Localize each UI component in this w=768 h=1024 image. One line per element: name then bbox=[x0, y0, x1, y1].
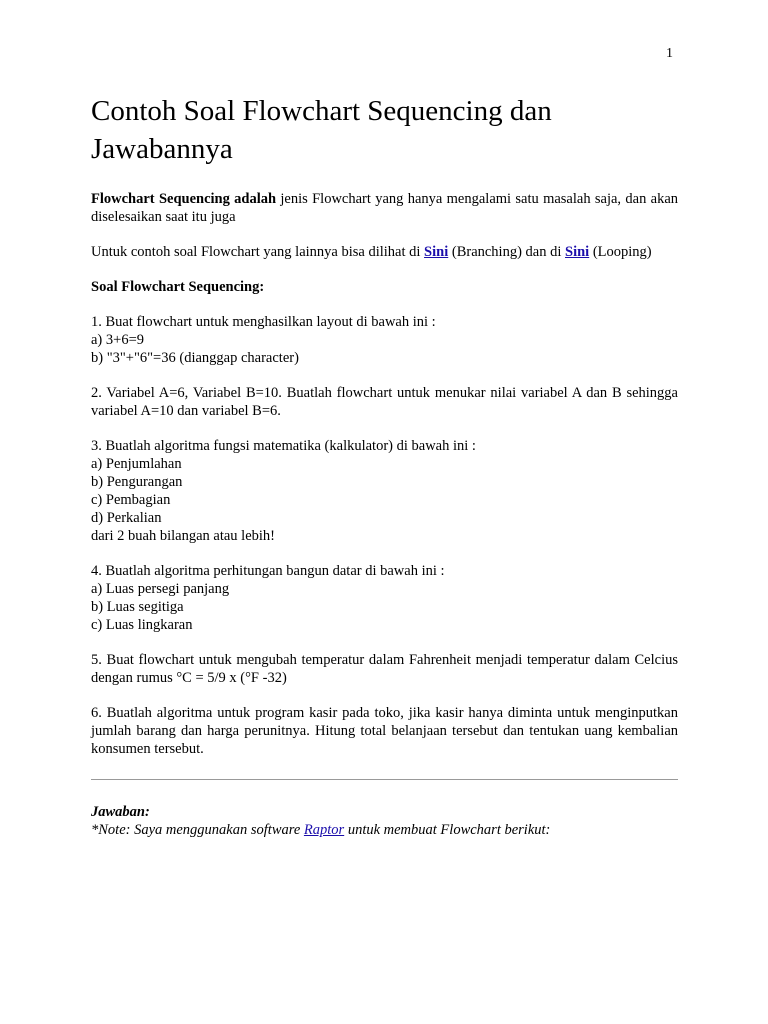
document-body bbox=[91, 92, 678, 856]
intro-paragraph bbox=[91, 190, 678, 226]
question-3-line: c) Pembagian bbox=[91, 492, 171, 508]
other-examples-paragraph bbox=[91, 243, 678, 261]
question-4-line: a) Luas persegi panjang bbox=[91, 581, 230, 597]
question-3-line: d) Perkalian bbox=[91, 510, 162, 526]
question-1 bbox=[91, 313, 678, 367]
question-5: 5. Buat flowchart untuk mengubah temperatur dalam Fahrenheit menjadi temperatur dalam Celcius dengan rumus °C = 5/9 x (°F -32) bbox=[91, 652, 678, 686]
raptor-link[interactable]: Raptor bbox=[303, 822, 345, 838]
section-divider bbox=[91, 779, 678, 780]
section-heading: Soal Flowchart Sequencing: bbox=[91, 279, 265, 295]
question-1-line: b) "3"+"6"=36 (dianggap character) bbox=[91, 350, 299, 366]
question-6: 6. Buatlah algoritma untuk program kasir pada toko, jika kasir hanya diminta untuk menginputkan jumlah barang dan harga perunitnya. Hitung total belanjaan tersebut dan tentukan uang kembalian konsumen tersebut. bbox=[91, 705, 678, 757]
other-examples-text-mid: (Branching) dan di bbox=[448, 244, 566, 260]
answer-label: Jawaban: bbox=[91, 804, 150, 820]
intro-bold: Flowchart Sequencing adalah bbox=[91, 191, 277, 207]
branching-link[interactable]: Sini bbox=[424, 244, 449, 260]
looping-link[interactable]: Sini bbox=[565, 244, 590, 260]
question-4-line: c) Luas lingkaran bbox=[91, 617, 193, 633]
other-examples-text-after: (Looping) bbox=[589, 244, 652, 260]
question-4 bbox=[91, 562, 678, 634]
question-3-line: a) Penjumlahan bbox=[91, 456, 182, 472]
page-number: 1 bbox=[666, 46, 673, 61]
question-4-line: 4. Buatlah algoritma perhitungan bangun datar di bawah ini : bbox=[91, 563, 445, 579]
question-3-line: 3. Buatlah algoritma fungsi matematika (kalkulator) di bawah ini : bbox=[91, 438, 476, 454]
question-1-line: a) 3+6=9 bbox=[91, 332, 144, 348]
answer-note bbox=[91, 821, 678, 839]
answer-note-before: *Note: Saya menggunakan software bbox=[91, 822, 304, 838]
question-1-line: 1. Buat flowchart untuk menghasilkan layout di bawah ini : bbox=[91, 314, 436, 330]
answer-block bbox=[91, 803, 678, 839]
answer-note-after: untuk membuat Flowchart berikut: bbox=[344, 822, 551, 838]
question-3 bbox=[91, 437, 678, 545]
intro-text: jenis Flowchart yang hanya mengalami satu masalah saja, dan akan diselesaikan saat itu juga bbox=[91, 191, 679, 225]
other-examples-text-before: Untuk contoh soal Flowchart yang lainnya bisa dilihat di bbox=[91, 244, 425, 260]
page-title: Contoh Soal Flowchart Sequencing dan Jawabannya bbox=[91, 95, 552, 165]
question-3-line: dari 2 buah bilangan atau lebih! bbox=[91, 528, 276, 544]
question-3-line: b) Pengurangan bbox=[91, 474, 183, 490]
question-2: 2. Variabel A=6, Variabel B=10. Buatlah flowchart untuk menukar nilai variabel A dan B sehingga variabel A=10 dan variabel B=6. bbox=[91, 385, 678, 419]
question-4-line: b) Luas segitiga bbox=[91, 599, 184, 615]
